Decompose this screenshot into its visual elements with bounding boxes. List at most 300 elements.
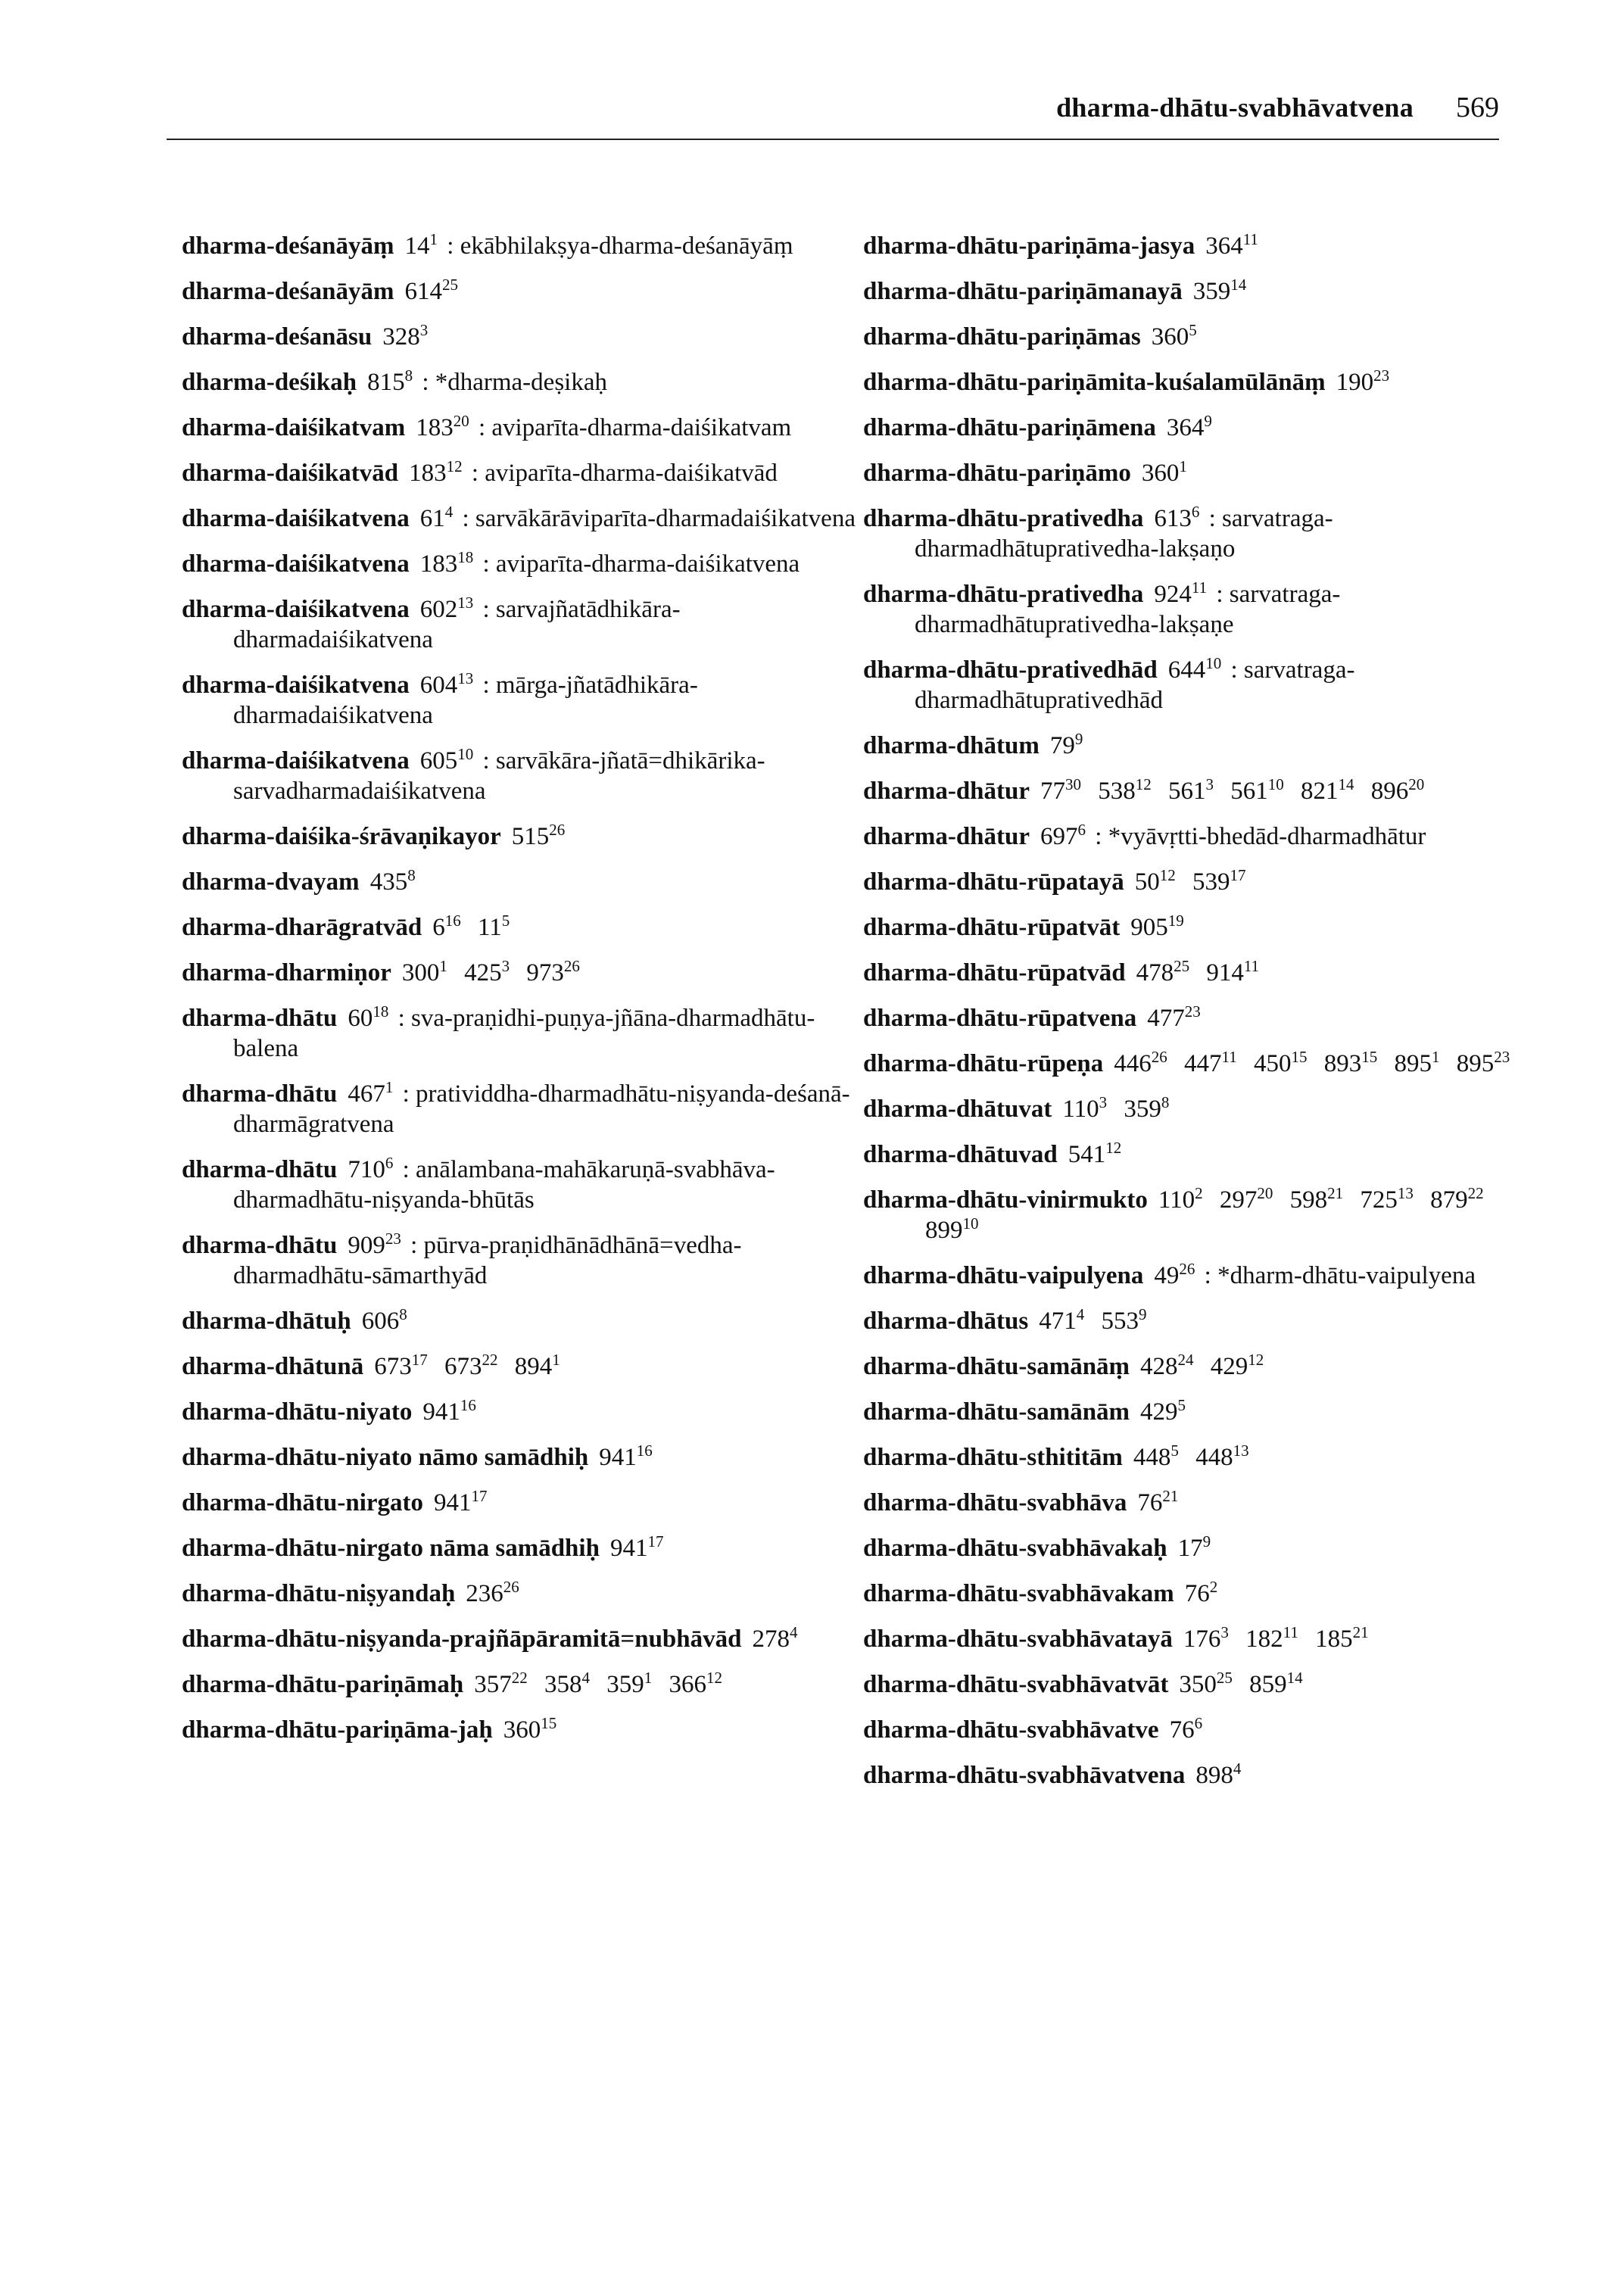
ref-line: 15 [1361, 1048, 1378, 1066]
ref-line: 21 [1162, 1487, 1179, 1505]
page-reference [669, 1671, 722, 1698]
entry-headword: dharma-dhātu-rūpatvāt [863, 914, 1121, 941]
page-reference [405, 278, 459, 305]
ref-line: 10 [1205, 654, 1222, 672]
index-entry [863, 1351, 1545, 1382]
index-entry [863, 655, 1545, 715]
page-reference [503, 1716, 557, 1744]
ref-line: 11 [1283, 1623, 1298, 1641]
ref-line: 26 [563, 957, 580, 975]
page-reference [606, 1671, 652, 1698]
page-reference [1193, 278, 1247, 305]
index-entry [182, 958, 863, 988]
ref-line: 16 [444, 912, 461, 930]
entry-headword: dharma-daiśikatvena [182, 550, 410, 578]
index-entry [863, 1397, 1545, 1427]
ref-line: 12 [706, 1669, 722, 1687]
index-entry [863, 1533, 1545, 1563]
page-reference [432, 914, 461, 941]
ref-page: 895 [1456, 1050, 1495, 1077]
entry-headword: dharma-dhātu-niṣyanda-prajñāpāramitā=nubhāvād [182, 1625, 742, 1653]
ref-page: 644 [1167, 656, 1206, 684]
index-entry [182, 594, 863, 655]
ref-page: 429 [1140, 1398, 1178, 1426]
entry-gloss: : *dharma-deṣikaḥ [422, 369, 607, 396]
entry-headword: dharma-dhātum [863, 732, 1040, 759]
ref-line: 10 [457, 745, 474, 763]
entry-headword: dharma-dhātu-svabhāvatayā [863, 1625, 1173, 1653]
page-reference [544, 1671, 590, 1698]
index-entry [182, 670, 863, 731]
entry-headword: dharma-dhātu-pariṇāmas [863, 323, 1141, 351]
ref-page: 110 [1062, 1096, 1099, 1123]
entry-headword: dharma-dhātu-vinirmukto [863, 1186, 1148, 1214]
ref-page: 478 [1136, 959, 1174, 986]
entry-gloss: : pūrva-praṇidhānādhānā=vedha-dharmadhātu-sāmarthyād [233, 1232, 742, 1289]
page-reference [1040, 775, 1082, 805]
ref-page: 914 [1206, 959, 1244, 986]
index-entry [182, 912, 863, 943]
ref-line: 26 [503, 1578, 519, 1596]
entry-headword: dharma-daiśikatvena [182, 596, 410, 623]
ref-page: 448 [1195, 1444, 1233, 1471]
index-entry [863, 367, 1545, 397]
entry-headword: dharma-dhātu-pariṇāma-jasya [863, 232, 1195, 260]
ref-line: 15 [541, 1714, 557, 1732]
page-reference [422, 1398, 476, 1426]
page-reference [1183, 1625, 1229, 1653]
page-reference [348, 1002, 389, 1032]
ref-line: 13 [1233, 1442, 1249, 1460]
index-entry [863, 231, 1545, 261]
ref-line: 20 [1257, 1184, 1273, 1202]
page-reference [1141, 457, 1187, 487]
ref-line: 18 [372, 1002, 389, 1021]
ref-line: 24 [1177, 1351, 1194, 1369]
ref-line: 8 [407, 866, 416, 884]
ref-page: 538 [1098, 778, 1136, 805]
ref-page: 879 [1430, 1186, 1468, 1214]
index-entry [863, 867, 1545, 897]
page-reference [1457, 1050, 1510, 1077]
page-reference [434, 1489, 488, 1516]
ref-line: 12 [1159, 866, 1176, 884]
index-entry [182, 1351, 863, 1382]
ref-line: 16 [460, 1396, 476, 1414]
entry-headword: dharma-dhātu-vaipulyena [863, 1262, 1144, 1289]
entry-headword: dharma-deśanāyāṃ [182, 232, 394, 260]
page-reference [1336, 366, 1390, 396]
entry-headword: dharma-dhātu-rūpeṇa [863, 1050, 1104, 1077]
page-reference [1192, 868, 1246, 896]
index-entry [863, 1442, 1545, 1473]
entry-headword: dharma-dhātu [182, 1080, 338, 1108]
page-reference [1040, 823, 1086, 850]
ref-page: 598 [1289, 1186, 1328, 1214]
index-entry [182, 367, 863, 397]
ref-page: 297 [1219, 1186, 1258, 1214]
ref-line: 5 [1177, 1396, 1186, 1414]
ref-line: 22 [482, 1351, 498, 1369]
page-reference [420, 550, 474, 578]
ref-line: 21 [1352, 1623, 1369, 1641]
ref-page: 909 [348, 1232, 385, 1259]
ref-line: 6 [1194, 1714, 1203, 1732]
ref-page: 429 [1210, 1353, 1248, 1380]
page-reference [1050, 732, 1083, 759]
ref-line: 9 [1074, 730, 1083, 748]
index-entry [863, 1003, 1545, 1033]
page-reference [1211, 1353, 1264, 1380]
entry-gloss: : sarvākāra-jñatā=dhikārika-sarvadharmadaiśikatvena [233, 747, 765, 805]
ref-line: 17 [647, 1532, 664, 1551]
ref-page: 359 [1192, 278, 1231, 305]
entry-headword: dharma-dhātuvad [863, 1141, 1058, 1168]
entry-headword: dharma-dhātu-prativedha [863, 505, 1144, 532]
index-entry [863, 1488, 1545, 1518]
entry-headword: dharma-dhātur [863, 778, 1030, 805]
page-reference [1147, 1002, 1201, 1032]
ref-page: 941 [599, 1444, 637, 1471]
page-reference [1158, 1186, 1203, 1214]
entry-headword: dharma-dhātu [182, 1232, 338, 1259]
index-entry [182, 1306, 863, 1336]
ref-page: 110 [1158, 1186, 1195, 1214]
ref-line: 3 [501, 957, 510, 975]
index-entry [863, 1306, 1545, 1336]
page-reference [420, 596, 474, 623]
page-reference [409, 457, 463, 487]
ref-page: 899 [925, 1217, 963, 1244]
ref-page: 725 [1360, 1186, 1398, 1214]
ref-line: 4 [581, 1669, 590, 1687]
entry-headword: dharma-dhātunā [182, 1353, 364, 1380]
ref-page: 450 [1253, 1050, 1292, 1077]
page-reference [420, 505, 454, 532]
ref-line: 25 [1174, 957, 1190, 975]
index-entry [182, 549, 863, 579]
ref-line: 12 [446, 457, 463, 475]
ref-line: 17 [411, 1351, 428, 1369]
ref-line: 23 [1494, 1048, 1510, 1066]
ref-page: 357 [474, 1671, 512, 1698]
ref-page: 77 [1040, 778, 1066, 805]
page-reference [1140, 1398, 1186, 1426]
page-reference [1195, 1759, 1242, 1789]
ref-page: 190 [1336, 369, 1374, 396]
page-reference [1167, 414, 1212, 441]
entry-headword: dharma-dhātu-prativedhād [863, 656, 1158, 684]
ref-line: 11 [1242, 230, 1258, 248]
ref-page: 448 [1133, 1444, 1171, 1471]
page-reference [419, 669, 474, 699]
ref-line: 8 [404, 366, 413, 385]
index-entry [182, 821, 863, 852]
ref-line: 5 [501, 912, 510, 930]
ref-page: 697 [1040, 823, 1078, 850]
ref-line: 23 [1373, 366, 1390, 385]
page-reference [1220, 1186, 1273, 1214]
page-reference [348, 1156, 393, 1183]
index-entry [182, 867, 863, 897]
entry-headword: dharma-dhātu-nirgato nāma samādhiḥ [182, 1535, 600, 1562]
ref-line: 14 [1230, 276, 1247, 294]
page-reference [512, 823, 566, 850]
ref-line: 25 [1216, 1669, 1233, 1687]
index-entry [182, 276, 863, 307]
page-reference [1205, 232, 1258, 260]
index-entry [863, 1579, 1545, 1609]
page-reference [1179, 1671, 1233, 1698]
index-entry [863, 1715, 1545, 1745]
ref-line: 6 [1191, 503, 1200, 521]
entry-headword: dharma-dhātu-samānām [863, 1398, 1130, 1426]
ref-page: 815 [367, 369, 405, 396]
ref-line: 3 [1205, 775, 1214, 793]
index-entry [182, 1669, 863, 1700]
ref-line: 12 [1105, 1139, 1122, 1157]
page-reference [370, 868, 416, 896]
ref-line: 3 [419, 321, 429, 339]
ref-page: 76 [1137, 1489, 1163, 1516]
ref-line: 13 [1397, 1184, 1414, 1202]
page-reference [367, 366, 413, 396]
ref-page: 61 [419, 505, 445, 532]
index-entry [863, 1669, 1545, 1700]
ref-line: 2 [1209, 1578, 1218, 1596]
ref-line: 6 [385, 1154, 394, 1172]
index-entry [182, 1003, 863, 1064]
ref-page: 673 [444, 1353, 482, 1380]
ref-line: 11 [1191, 578, 1208, 597]
index-entry [863, 821, 1545, 852]
ref-line: 14 [1338, 775, 1354, 793]
entry-headword: dharma-dhātu-niyato nāmo samādhiḥ [182, 1444, 589, 1471]
index-entry [182, 503, 863, 534]
ref-page: 366 [669, 1671, 706, 1698]
ref-page: 710 [348, 1156, 385, 1183]
entry-headword: dharma-dhātu-svabhāvatve [863, 1716, 1159, 1744]
ref-page: 446 [1114, 1050, 1152, 1077]
ref-line: 16 [636, 1442, 653, 1460]
page-reference [348, 1080, 393, 1108]
entry-gloss: : aviparīta-dharma-daiśikatvena [482, 550, 800, 578]
entry-gloss: : pratividdha-dharmadhātu-niṣyanda-deśanā-dharmāgratvena [233, 1080, 850, 1138]
entry-headword: dharma-daiśikatvena [182, 747, 410, 775]
entry-headword: dharma-dhātu-pariṇāmanayā [863, 278, 1183, 305]
index-entry [182, 746, 863, 806]
entry-headword: dharma-dvayam [182, 868, 360, 896]
index-entry [182, 1533, 863, 1563]
page-reference [420, 747, 474, 775]
index-entry [863, 276, 1545, 307]
ref-line: 9 [1202, 1532, 1211, 1551]
entry-headword: dharma-dhātu-sthititām [863, 1444, 1123, 1471]
entry-headword: dharma-dhātu-svabhāva [863, 1489, 1127, 1516]
entry-gloss: : *vyāvṛtti-bhedād-dharmadhātur [1095, 823, 1426, 850]
ref-page: 185 [1315, 1625, 1353, 1653]
page-reference [925, 1214, 979, 1244]
page-reference [1177, 1532, 1211, 1562]
ref-page: 364 [1205, 232, 1243, 260]
page-reference [1137, 1489, 1178, 1516]
entry-headword: dharma-dharāgratvād [182, 914, 422, 941]
ref-page: 17 [1177, 1535, 1203, 1562]
ref-line: 17 [1230, 866, 1246, 884]
page-reference [1140, 1353, 1194, 1380]
ref-line: 23 [1184, 1002, 1201, 1021]
ref-line: 12 [1248, 1351, 1264, 1369]
page-reference [1254, 1050, 1308, 1077]
page-reference [1152, 323, 1197, 351]
ref-page: 673 [374, 1353, 412, 1380]
entry-headword: dharma-daiśikatvam [182, 414, 406, 441]
page-reference [1206, 959, 1259, 986]
entry-gloss: : aviparīta-dharma-daiśikatvam [478, 414, 792, 441]
ref-line: 13 [457, 594, 474, 612]
entry-headword: dharma-dhātu-rūpatvād [863, 959, 1126, 986]
ref-line: 25 [442, 276, 459, 294]
entry-headword: dharma-daiśikatvena [182, 505, 410, 532]
ref-line: 13 [457, 669, 474, 687]
page-reference [1370, 775, 1425, 805]
page-reference [1315, 1625, 1369, 1653]
ref-page: 604 [419, 672, 458, 699]
index-entry [863, 912, 1545, 943]
page-reference [1136, 959, 1190, 986]
page-reference [1124, 1093, 1170, 1123]
ref-page: 360 [1141, 460, 1180, 487]
ref-page: 561 [1168, 778, 1206, 805]
ref-page: 467 [348, 1080, 385, 1108]
left-column [182, 231, 863, 1760]
entry-gloss: : anālambana-mahākaruṇā-svabhāva-dharmadhātu-niṣyanda-bhūtās [233, 1156, 775, 1214]
entry-headword: dharma-dhātur [863, 823, 1030, 850]
index-entry [863, 1261, 1545, 1291]
ref-page: 50 [1134, 868, 1160, 896]
index-entry [863, 1185, 1545, 1245]
ref-page: 176 [1183, 1625, 1221, 1653]
entry-headword: dharma-deśanāyām [182, 278, 394, 305]
ref-page: 553 [1101, 1308, 1139, 1335]
ref-line: 20 [453, 412, 469, 430]
index-entry [182, 458, 863, 488]
ref-page: 859 [1249, 1671, 1287, 1698]
page-reference [515, 1353, 560, 1380]
page-reference [402, 959, 447, 986]
index-entry [182, 231, 863, 261]
right-column [863, 231, 1545, 1806]
running-header [167, 91, 1499, 124]
page-reference [1394, 1050, 1439, 1077]
index-entry [863, 958, 1545, 988]
entry-gloss: : *dharm-dhātu-vaipulyena [1204, 1262, 1476, 1289]
ref-line: 6 [1077, 821, 1086, 839]
ref-page: 300 [401, 959, 440, 986]
page-reference [1168, 775, 1214, 805]
ref-page: 895 [1394, 1050, 1432, 1077]
entry-headword: dharma-dhātu [182, 1156, 338, 1183]
ref-line: 26 [1151, 1048, 1167, 1066]
ref-page: 76 [1184, 1580, 1210, 1607]
ref-page: 477 [1147, 1005, 1185, 1032]
entry-headword: dharma-deśanāsu [182, 323, 372, 351]
page-reference [1154, 505, 1199, 532]
index-entry [182, 1624, 863, 1654]
ref-line: 19 [1167, 912, 1184, 930]
ref-line: 18 [457, 548, 474, 566]
entry-headword: dharma-dhātu [182, 1005, 338, 1032]
ref-page: 183 [409, 460, 447, 487]
page-reference [405, 232, 438, 260]
entry-headword: dharma-dhātu-svabhāvatvena [863, 1762, 1186, 1789]
ref-line: 4 [1233, 1759, 1242, 1778]
ref-line: 26 [549, 821, 566, 839]
ref-line: 3 [1099, 1093, 1108, 1111]
page-reference [1133, 1444, 1179, 1471]
index-entry [863, 1049, 1545, 1079]
ref-page: 328 [382, 323, 420, 351]
ref-page: 924 [1154, 581, 1192, 608]
page-reference [1098, 775, 1152, 805]
entry-gloss: : sarvākārāviparīta-dharmadaiśikatvena [462, 505, 856, 532]
index-entry [863, 1624, 1545, 1654]
ref-page: 364 [1166, 414, 1205, 441]
ref-line: 23 [385, 1230, 401, 1248]
index-entry [182, 322, 863, 352]
entry-headword: dharma-dhātu-samānāṃ [863, 1353, 1130, 1380]
index-entry [182, 1579, 863, 1609]
ref-line: 3 [1220, 1623, 1229, 1641]
entry-gloss: : sarvatraga-dharmadhātuprativedha-lakṣaṇe [915, 581, 1341, 638]
page-reference [1290, 1186, 1344, 1214]
index-entry [182, 1442, 863, 1473]
page-reference [466, 1580, 519, 1607]
index-entry [863, 503, 1545, 564]
ref-page: 541 [1068, 1141, 1106, 1168]
ref-page: 236 [466, 1580, 503, 1607]
page-reference [1135, 868, 1176, 896]
entry-headword: dharma-dhātu-niṣyandaḥ [182, 1580, 456, 1607]
page-reference [1154, 1262, 1195, 1289]
ref-line: 22 [511, 1669, 528, 1687]
index-entry [182, 1079, 863, 1139]
ref-line: 11 [1243, 957, 1260, 975]
entry-headword: dharma-dhātu-svabhāvatvāt [863, 1671, 1169, 1698]
ref-line: 10 [962, 1214, 979, 1233]
ref-page: 359 [606, 1671, 644, 1698]
entry-headword: dharma-daiśika-śrāvaṇikayor [182, 823, 501, 850]
ref-page: 894 [514, 1353, 553, 1380]
index-entry [182, 1397, 863, 1427]
ref-line: 26 [1179, 1260, 1195, 1278]
ref-page: 447 [1183, 1050, 1222, 1077]
entry-headword: dharma-dharmiṇor [182, 959, 391, 986]
ref-line: 1 [439, 957, 447, 975]
index-entry [182, 413, 863, 443]
ref-page: 613 [1154, 505, 1192, 532]
page-reference [348, 1232, 401, 1259]
ref-line: 15 [1291, 1048, 1308, 1066]
ref-line: 1 [1431, 1048, 1440, 1066]
ref-page: 941 [422, 1398, 460, 1426]
page-reference [1185, 1580, 1218, 1607]
ref-line: 22 [1467, 1184, 1484, 1202]
ref-page: 428 [1140, 1353, 1178, 1380]
index-entry [863, 458, 1545, 488]
ref-line: 5 [1170, 1442, 1179, 1460]
ref-page: 821 [1301, 778, 1339, 805]
